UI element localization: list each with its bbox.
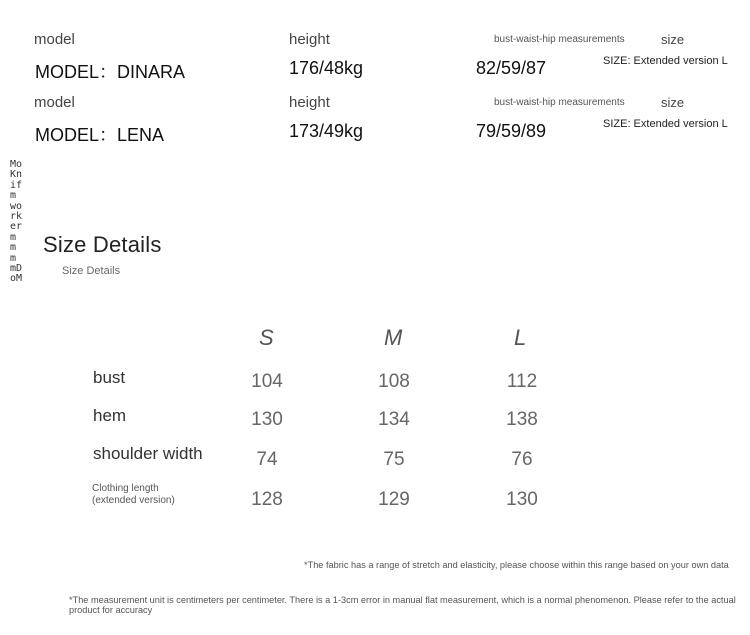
height-header-2: height [289, 94, 330, 111]
cell-bust-l: 112 [506, 371, 538, 392]
row-label-clothing-length: Clothing length (extended version) [92, 483, 175, 506]
model-header-2: model [34, 94, 75, 111]
model-size-dinara: SIZE: Extended version L [603, 55, 728, 67]
cell-length-l: 130 [506, 489, 538, 510]
size-details-title: Size Details [43, 232, 162, 257]
row-label-shoulder-width: shoulder width [93, 444, 203, 463]
size-column-l: L [514, 325, 527, 350]
bwh-header-2: bust-waist-hip measurements [494, 97, 625, 108]
cell-hem-m: 134 [378, 409, 410, 430]
model-name-dinara: MODEL：DINARA [35, 62, 186, 82]
cell-hem-s: 130 [251, 409, 283, 430]
model-size-lena: SIZE: Extended version L [603, 118, 728, 130]
row-label-bust: bust [93, 368, 126, 387]
size-details-subtitle: Size Details [62, 265, 121, 277]
size-header-1: size [661, 32, 685, 47]
model-bwh-dinara: 82/59/87 [476, 58, 547, 78]
height-header-1: height [289, 31, 330, 48]
model-height-lena: 173/49kg [289, 121, 364, 141]
model-name-lena: MODEL：LENA [35, 125, 165, 145]
cell-hem-l: 138 [506, 409, 538, 430]
size-column-m: M [384, 325, 403, 350]
bwh-header-1: bust-waist-hip measurements [494, 34, 625, 45]
model-height-dinara: 176/48kg [289, 58, 364, 78]
model-header-1: model [34, 31, 75, 48]
row-label-hem: hem [93, 406, 127, 425]
measurement-note: *The measurement unit is centimeters per centimeter. There is a 1-3cm error in manual flat measurement, which is a normal phenomenon. Please refer to the actual product for accuracy [69, 595, 736, 615]
cell-shoulder-s: 74 [256, 449, 278, 470]
model-bwh-lena: 79/59/89 [476, 121, 547, 141]
cell-bust-m: 108 [378, 371, 410, 392]
cell-length-m: 129 [378, 489, 410, 510]
size-column-s: S [259, 325, 274, 350]
side-vertical-text: MoKnifm worker m m m mDoM [10, 159, 23, 285]
cell-shoulder-l: 76 [511, 449, 533, 470]
cell-bust-s: 104 [251, 371, 283, 392]
cell-length-s: 128 [251, 489, 283, 510]
cell-shoulder-m: 75 [383, 449, 405, 470]
stretch-note: *The fabric has a range of stretch and elasticity, please choose within this range based on your own data [304, 560, 729, 570]
size-header-2: size [661, 95, 685, 110]
